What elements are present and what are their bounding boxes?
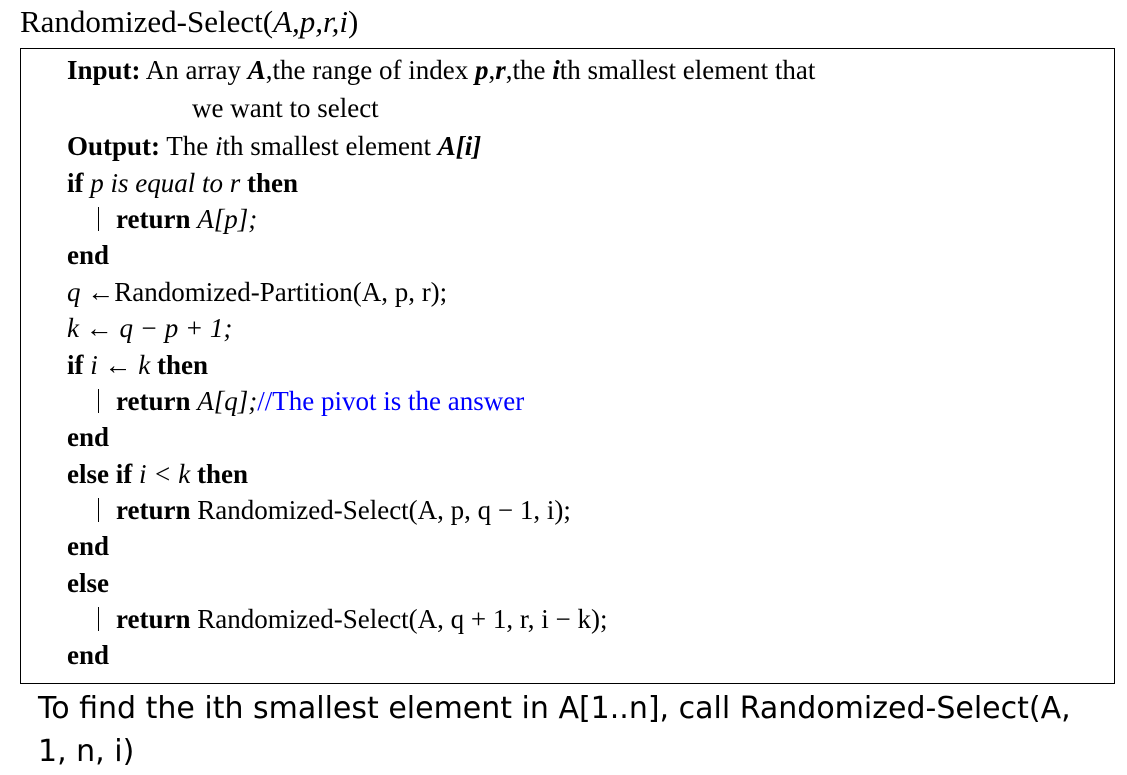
block-bar-1	[98, 207, 99, 231]
input-line: Input: An array A,the range of index p,r,the ith smallest element that	[67, 55, 816, 85]
elseif-line: else if i < k then	[67, 459, 248, 489]
input-label: Input:	[67, 55, 141, 85]
if-line-1: if p is equal to r then	[67, 168, 299, 198]
assign-q-line: q ←Randomized-Partition(A, p, r);	[67, 277, 448, 307]
algorithm-title: Randomized-Select(A,p,r,i)	[20, 4, 359, 39]
return-line-3: return Randomized-Select(A, p, q − 1, i);	[116, 495, 571, 525]
procedure-params: A,p,r,i	[273, 4, 349, 39]
end-line-4: end	[67, 640, 110, 670]
input-continuation: we want to select	[192, 93, 379, 123]
output-line: Output: The ith smallest element A[i]	[67, 131, 482, 161]
if-line-2: if i ← k then	[67, 350, 209, 380]
algorithm-box	[20, 48, 1115, 684]
pivot-comment: //The pivot is the answer	[257, 386, 525, 416]
assign-k-line: k ← q − p + 1;	[67, 313, 233, 343]
block-bar-4	[98, 607, 99, 631]
return-line-1: return A[p];	[116, 204, 258, 234]
block-bar-2	[98, 389, 99, 413]
end-line-2: end	[67, 422, 110, 452]
return-line-4: return Randomized-Select(A, q + 1, r, i − k);	[116, 604, 608, 634]
caption: To find the ith smallest element in A[1..n], call Randomized-Select(A, 1, n, i)	[38, 691, 1071, 769]
output-label: Output:	[67, 131, 161, 161]
return-line-2: return A[q];//The pivot is the answer	[116, 386, 525, 416]
end-line-1: end	[67, 240, 110, 270]
else-line: else	[67, 568, 109, 598]
block-bar-3	[98, 498, 99, 522]
procedure-name: Randomized-Select	[20, 4, 263, 39]
end-line-3: end	[67, 531, 110, 561]
